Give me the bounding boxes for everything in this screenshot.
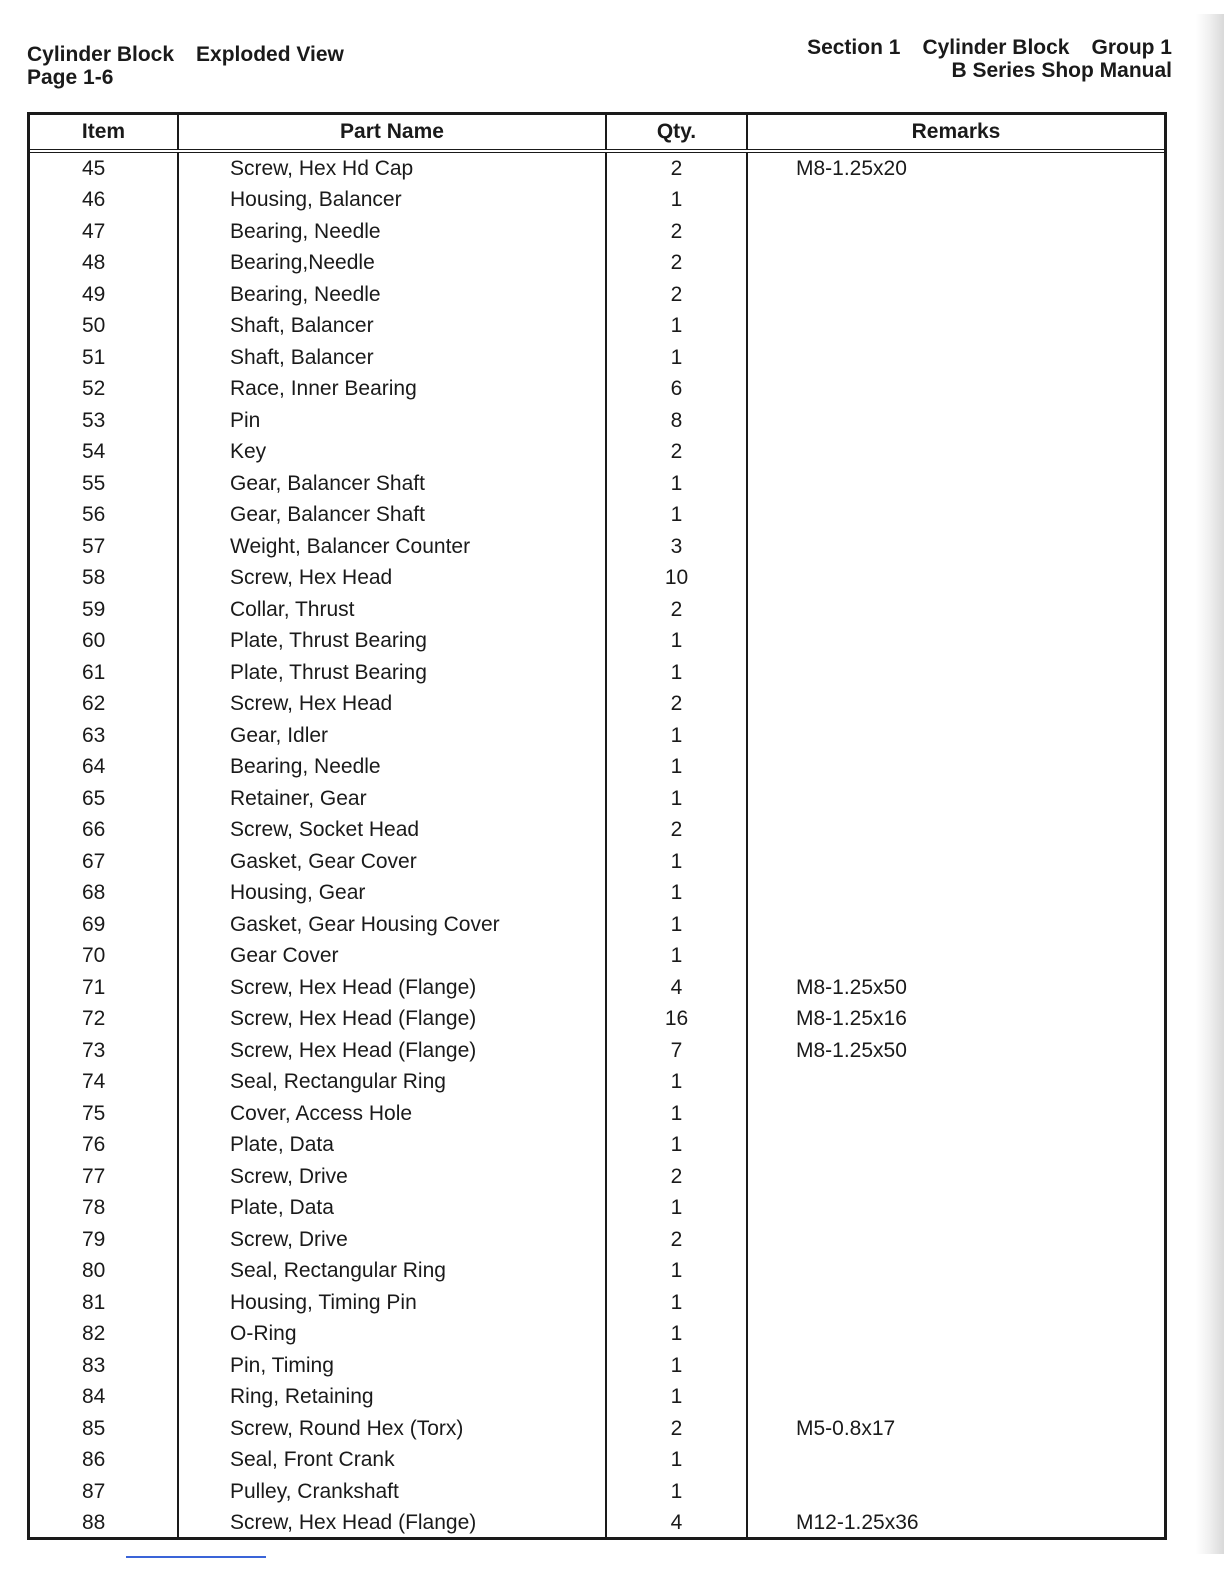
table-row (30, 342, 1164, 374)
part-name-cell: Screw, Round Hex (Torx) (178, 1413, 606, 1445)
remarks-cell (747, 657, 1164, 689)
qty-cell: 1 (606, 720, 747, 752)
qty-cell: 1 (606, 500, 747, 532)
part-name-cell: Plate, Data (178, 1193, 606, 1225)
remarks-cell (747, 342, 1164, 374)
qty-cell: 2 (606, 248, 747, 280)
table-row (30, 1035, 1164, 1067)
table-row (30, 941, 1164, 973)
manual-name: B Series Shop Manual (951, 59, 1172, 82)
table-row (30, 279, 1164, 311)
footer-link-underline (126, 1556, 266, 1558)
remarks-cell (747, 531, 1164, 563)
item-cell: 66 (30, 815, 178, 847)
qty-cell: 1 (606, 846, 747, 878)
table-row (30, 1256, 1164, 1288)
table-row (30, 1130, 1164, 1162)
part-name-cell: Gasket, Gear Housing Cover (178, 909, 606, 941)
page-number: Page 1-6 (27, 66, 114, 89)
block-label: Cylinder Block (922, 36, 1070, 59)
column-header-item: Item (30, 115, 178, 151)
part-name-cell: Gear Cover (178, 941, 606, 973)
part-name-cell: Plate, Thrust Bearing (178, 657, 606, 689)
remarks-cell (747, 311, 1164, 343)
item-cell: 53 (30, 405, 178, 437)
item-cell: 62 (30, 689, 178, 721)
part-name-cell: Key (178, 437, 606, 469)
parts-table-frame (27, 112, 1167, 1540)
part-name-cell: Pin (178, 405, 606, 437)
item-cell: 56 (30, 500, 178, 532)
qty-cell: 2 (606, 216, 747, 248)
qty-cell: 3 (606, 531, 747, 563)
column-header-remarks: Remarks (747, 115, 1164, 151)
part-name-cell: Gasket, Gear Cover (178, 846, 606, 878)
qty-cell: 1 (606, 1067, 747, 1099)
qty-cell: 1 (606, 657, 747, 689)
remarks-cell (747, 279, 1164, 311)
qty-cell: 1 (606, 752, 747, 784)
part-name-cell: Race, Inner Bearing (178, 374, 606, 406)
qty-cell: 2 (606, 594, 747, 626)
qty-cell: 2 (606, 279, 747, 311)
item-cell: 57 (30, 531, 178, 563)
section-label: Section 1 (807, 36, 901, 59)
remarks-cell (747, 500, 1164, 532)
table-row (30, 531, 1164, 563)
part-name-cell: Screw, Hex Head (Flange) (178, 972, 606, 1004)
qty-cell: 2 (606, 815, 747, 847)
remarks-cell (747, 752, 1164, 784)
item-cell: 85 (30, 1413, 178, 1445)
part-name-cell: Screw, Socket Head (178, 815, 606, 847)
remarks-cell: M8-1.25x50 (796, 1038, 907, 1062)
document-title: Cylinder Block (27, 43, 175, 66)
remarks-cell (747, 783, 1164, 815)
table-body (30, 151, 1164, 1539)
remarks-cell (747, 1256, 1164, 1288)
table-row (30, 1350, 1164, 1382)
part-name-cell: Shaft, Balancer (178, 311, 606, 343)
part-name-cell: Seal, Front Crank (178, 1445, 606, 1477)
part-name-cell: Ring, Retaining (178, 1382, 606, 1414)
column-header-qty: Qty. (606, 115, 747, 151)
item-cell: 55 (30, 468, 178, 500)
table-row (30, 846, 1164, 878)
qty-cell: 2 (606, 689, 747, 721)
part-name-cell: Gear, Idler (178, 720, 606, 752)
item-cell: 75 (30, 1098, 178, 1130)
remarks-cell (747, 941, 1164, 973)
table-row (30, 1287, 1164, 1319)
remarks-cell: M12-1.25x36 (796, 1511, 919, 1535)
part-name-cell: Shaft, Balancer (178, 342, 606, 374)
table-row (30, 815, 1164, 847)
table-row (30, 311, 1164, 343)
remarks-cell (747, 909, 1164, 941)
qty-cell: 2 (606, 1413, 747, 1445)
item-cell: 50 (30, 311, 178, 343)
remarks-cell (747, 468, 1164, 500)
item-cell: 76 (30, 1130, 178, 1162)
item-cell: 60 (30, 626, 178, 658)
part-name-cell: Housing, Timing Pin (178, 1287, 606, 1319)
qty-cell: 1 (606, 1350, 747, 1382)
item-cell: 84 (30, 1382, 178, 1414)
remarks-cell (747, 405, 1164, 437)
qty-cell: 16 (606, 1004, 747, 1036)
qty-cell: 2 (606, 151, 747, 185)
table-row (30, 500, 1164, 532)
table-row (30, 374, 1164, 406)
part-name-cell: Gear, Balancer Shaft (178, 500, 606, 532)
remarks-cell: M8-1.25x50 (796, 975, 907, 999)
remarks-cell (747, 1067, 1164, 1099)
part-name-cell: Screw, Hex Head (Flange) (178, 1004, 606, 1036)
table-row (30, 1445, 1164, 1477)
remarks-cell: M5-0.8x17 (796, 1416, 896, 1440)
item-cell: 77 (30, 1161, 178, 1193)
qty-cell: 1 (606, 783, 747, 815)
qty-cell: 1 (606, 342, 747, 374)
table-row (30, 1098, 1164, 1130)
qty-cell: 2 (606, 437, 747, 469)
item-cell: 47 (30, 216, 178, 248)
table-row (30, 752, 1164, 784)
item-cell: 70 (30, 941, 178, 973)
item-cell: 52 (30, 374, 178, 406)
item-cell: 81 (30, 1287, 178, 1319)
group-label: Group 1 (1091, 36, 1172, 59)
part-name-cell: Bearing, Needle (178, 216, 606, 248)
part-name-cell: Gear, Balancer Shaft (178, 468, 606, 500)
table-row (30, 689, 1164, 721)
table-row (30, 1161, 1164, 1193)
remarks-cell: M8-1.25x16 (796, 1007, 907, 1031)
qty-cell: 1 (606, 1445, 747, 1477)
remarks-cell (747, 1319, 1164, 1351)
part-name-cell: Screw, Hex Hd Cap (178, 151, 606, 185)
table-row (30, 909, 1164, 941)
qty-cell: 4 (606, 1508, 747, 1540)
remarks-cell (747, 1098, 1164, 1130)
table-row (30, 657, 1164, 689)
item-cell: 73 (30, 1035, 178, 1067)
qty-cell: 1 (606, 1319, 747, 1351)
qty-cell: 1 (606, 311, 747, 343)
remarks-cell (747, 248, 1164, 280)
qty-cell: 1 (606, 1256, 747, 1288)
part-name-cell: Retainer, Gear (178, 783, 606, 815)
table-row (30, 468, 1164, 500)
remarks-cell (747, 216, 1164, 248)
part-name-cell: O-Ring (178, 1319, 606, 1351)
part-name-cell: Bearing, Needle (178, 279, 606, 311)
item-cell: 45 (30, 151, 178, 185)
qty-cell: 1 (606, 468, 747, 500)
part-name-cell: Seal, Rectangular Ring (178, 1067, 606, 1099)
qty-cell: 10 (606, 563, 747, 595)
table-row (30, 1004, 1164, 1036)
part-name-cell: Pin, Timing (178, 1350, 606, 1382)
column-header-part-name: Part Name (178, 115, 606, 151)
item-cell: 58 (30, 563, 178, 595)
remarks-cell (747, 878, 1164, 910)
table-row (30, 1224, 1164, 1256)
qty-cell: 8 (606, 405, 747, 437)
qty-cell: 2 (606, 1161, 747, 1193)
part-name-cell: Pulley, Crankshaft (178, 1476, 606, 1508)
part-name-cell: Bearing, Needle (178, 752, 606, 784)
part-name-cell: Screw, Drive (178, 1224, 606, 1256)
table-row (30, 1508, 1164, 1540)
item-cell: 86 (30, 1445, 178, 1477)
remarks-cell (747, 1130, 1164, 1162)
remarks-cell (747, 1193, 1164, 1225)
qty-cell: 6 (606, 374, 747, 406)
qty-cell: 1 (606, 626, 747, 658)
qty-cell: 1 (606, 1130, 747, 1162)
part-name-cell: Plate, Thrust Bearing (178, 626, 606, 658)
remarks-cell (747, 1287, 1164, 1319)
item-cell: 67 (30, 846, 178, 878)
item-cell: 83 (30, 1350, 178, 1382)
part-name-cell: Screw, Drive (178, 1161, 606, 1193)
part-name-cell: Plate, Data (178, 1130, 606, 1162)
table-row (30, 1413, 1164, 1445)
remarks-cell (747, 846, 1164, 878)
part-name-cell: Cover, Access Hole (178, 1098, 606, 1130)
qty-cell: 1 (606, 1476, 747, 1508)
remarks-cell (747, 1445, 1164, 1477)
remarks-cell (747, 689, 1164, 721)
item-cell: 72 (30, 1004, 178, 1036)
item-cell: 61 (30, 657, 178, 689)
parts-table (30, 115, 1164, 1539)
item-cell: 87 (30, 1476, 178, 1508)
table-header-row (30, 115, 1164, 151)
part-name-cell: Housing, Gear (178, 878, 606, 910)
item-cell: 82 (30, 1319, 178, 1351)
item-cell: 51 (30, 342, 178, 374)
qty-cell: 4 (606, 972, 747, 1004)
part-name-cell: Collar, Thrust (178, 594, 606, 626)
item-cell: 59 (30, 594, 178, 626)
qty-cell: 1 (606, 878, 747, 910)
remarks-cell (747, 1350, 1164, 1382)
remarks-cell (747, 1382, 1164, 1414)
table-row (30, 151, 1164, 185)
part-name-cell: Seal, Rectangular Ring (178, 1256, 606, 1288)
item-cell: 63 (30, 720, 178, 752)
part-name-cell: Weight, Balancer Counter (178, 531, 606, 563)
table-row (30, 1382, 1164, 1414)
table-row (30, 248, 1164, 280)
item-cell: 64 (30, 752, 178, 784)
item-cell: 49 (30, 279, 178, 311)
qty-cell: 1 (606, 909, 747, 941)
remarks-cell (747, 1476, 1164, 1508)
remarks-cell (747, 437, 1164, 469)
remarks-cell: M8-1.25x20 (796, 156, 907, 180)
table-row (30, 783, 1164, 815)
qty-cell: 1 (606, 941, 747, 973)
remarks-cell (747, 815, 1164, 847)
item-cell: 65 (30, 783, 178, 815)
table-row (30, 972, 1164, 1004)
table-row (30, 216, 1164, 248)
table-row (30, 1476, 1164, 1508)
item-cell: 79 (30, 1224, 178, 1256)
part-name-cell: Screw, Hex Head (Flange) (178, 1508, 606, 1540)
remarks-cell (747, 1224, 1164, 1256)
qty-cell: 7 (606, 1035, 747, 1067)
item-cell: 78 (30, 1193, 178, 1225)
qty-cell: 1 (606, 1287, 747, 1319)
item-cell: 46 (30, 185, 178, 217)
part-name-cell: Screw, Hex Head (178, 563, 606, 595)
table-row (30, 626, 1164, 658)
table-row (30, 185, 1164, 217)
part-name-cell: Screw, Hex Head (178, 689, 606, 721)
item-cell: 69 (30, 909, 178, 941)
page-edge-shadow (1196, 14, 1224, 1554)
document-subtitle: Exploded View (196, 43, 344, 66)
qty-cell: 1 (606, 1193, 747, 1225)
table-row (30, 405, 1164, 437)
remarks-cell (747, 374, 1164, 406)
remarks-cell (747, 1161, 1164, 1193)
table-row (30, 1067, 1164, 1099)
qty-cell: 1 (606, 1098, 747, 1130)
part-name-cell: Bearing,Needle (178, 248, 606, 280)
table-row (30, 1319, 1164, 1351)
part-name-cell: Screw, Hex Head (Flange) (178, 1035, 606, 1067)
table-row (30, 437, 1164, 469)
remarks-cell (747, 594, 1164, 626)
remarks-cell (747, 185, 1164, 217)
table-row (30, 1193, 1164, 1225)
item-cell: 48 (30, 248, 178, 280)
page-header-left (27, 43, 344, 89)
qty-cell: 1 (606, 185, 747, 217)
table-row (30, 563, 1164, 595)
item-cell: 54 (30, 437, 178, 469)
qty-cell: 2 (606, 1224, 747, 1256)
item-cell: 88 (30, 1508, 178, 1540)
table-row (30, 720, 1164, 752)
item-cell: 68 (30, 878, 178, 910)
item-cell: 71 (30, 972, 178, 1004)
remarks-cell (747, 563, 1164, 595)
qty-cell: 1 (606, 1382, 747, 1414)
page-header-right (807, 36, 1172, 82)
remarks-cell (747, 720, 1164, 752)
item-cell: 74 (30, 1067, 178, 1099)
part-name-cell: Housing, Balancer (178, 185, 606, 217)
remarks-cell (747, 626, 1164, 658)
table-row (30, 594, 1164, 626)
table-row (30, 878, 1164, 910)
item-cell: 80 (30, 1256, 178, 1288)
